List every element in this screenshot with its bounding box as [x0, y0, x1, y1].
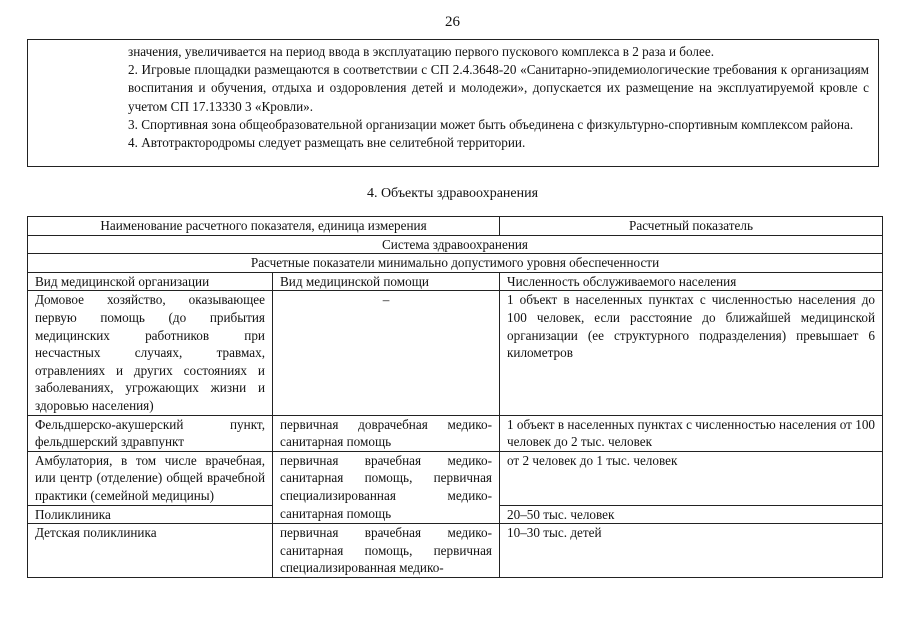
col-header-population: Численность обслуживаемого населения: [500, 272, 883, 291]
row-org: Амбулатория, в том числе врачебная, или центр (отделение) общей врачебной практики (семейной медицины): [28, 451, 273, 505]
table-row: [28, 415, 883, 451]
system-row: [28, 235, 883, 254]
row-population: 1 объект в населенных пунктах с численностью населения от 100 человек до 2 тыс. человек: [500, 415, 883, 451]
note-continuation: значения, увеличивается на период ввода в эксплуатацию первого пускового комплекса в 2 раза и более.: [128, 44, 715, 59]
row-population: 10–30 тыс. детей: [500, 524, 883, 578]
row-care: первичная доврачебная медико-санитарная помощь: [273, 415, 500, 451]
system-title: Система здравоохранения: [28, 235, 883, 254]
row-care: первичная врачебная медико-санитарная помощь, первичная специализированная медико-санитарная помощь: [273, 451, 500, 523]
column-header-row: [28, 272, 883, 291]
row-population: 1 объект в населенных пунктах с численностью населения до 100 человек, если расстояние до ближайшей медицинской организации (ее структурного подразделения) превышает 6 километров: [500, 291, 883, 415]
page-number: 26: [445, 14, 460, 30]
row-population: от 2 человек до 1 тыс. человек: [500, 451, 883, 505]
subtitle: Расчетные показатели минимально допустимого уровня обеспеченности: [28, 254, 883, 273]
row-care: первичная врачебная медико-санитарная помощь, первичная специализированная медико-: [273, 524, 500, 578]
table-header-row: [28, 217, 883, 236]
row-org: Фельдшерско-акушерский пункт, фельдшерский здравпункт: [28, 415, 273, 451]
row-care: –: [273, 291, 500, 415]
note-2: 2. Игровые площадки размещаются в соответствии с СП 2.4.3648-20 «Санитарно-эпидемиологические требования к организациям воспитания и обучения, отдыха и оздоровления детей и молодежи», допускается их размещение на эксплуатируемой кровле с учетом СП 17.13330 3 «Кровли».: [128, 62, 869, 114]
row-org: Детская поликлиника: [28, 524, 273, 578]
col-header-org: Вид медицинской организации: [28, 272, 273, 291]
note-3: 3. Спортивная зона общеобразовательной организации может быть объединена с физкультурно-спортивным комплексом района.: [128, 116, 854, 132]
healthcare-table: [27, 216, 883, 578]
table-row: [28, 451, 883, 505]
header-indicator-name: Наименование расчетного показателя, единица измерения: [28, 217, 500, 236]
table-row: [28, 524, 883, 578]
row-population: 20–50 тыс. человек: [500, 505, 883, 524]
notes-box: [27, 39, 879, 167]
header-indicator-value: Расчетный показатель: [500, 217, 883, 236]
note-4: 4. Автотрактородромы следует размещать вне селитебной территории.: [128, 135, 526, 151]
col-header-care: Вид медицинской помощи: [273, 272, 500, 291]
subtitle-row: [28, 254, 883, 273]
section-title: 4. Объекты здравоохранения: [366, 186, 539, 201]
row-org: Домовое хозяйство, оказывающее первую помощь (до прибытия медицинских работников при несчастных случаях, травмах, отравлениях и других состояниях и заболеваниях, угрожающих жизни и здоровью населения): [28, 291, 273, 415]
table-row: [28, 291, 883, 415]
row-org: Поликлиника: [28, 505, 273, 524]
